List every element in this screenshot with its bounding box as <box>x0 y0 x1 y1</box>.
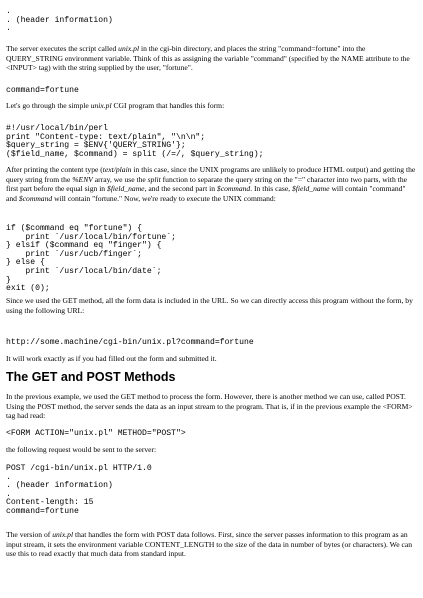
emphasis-filename: unix.pl <box>118 44 140 53</box>
url-code: http://some.machine/cgi-bin/unix.pl?command=fortune <box>6 338 254 347</box>
text: Let's go through the simple <box>6 101 91 110</box>
paragraph-post-method: In the previous example, we used the GET method to process the form. However, there is another method we can use, called POST. Using the POST method, the server sends the data as an input stream to the program. That is, if in the previous example the <FORM> tag had read: <box>6 392 413 421</box>
emphasis-term: %ENV <box>72 174 93 184</box>
text: , and the second part in <box>144 184 217 194</box>
section-heading: The GET and POST Methods <box>6 370 176 384</box>
text: in the cgi-bin directory, and places the string "command=fortune" into the QUERY_STRING environment variable. Think of this as assigning the variable "command" (specified by the NAME attribute to the <INPUT> tag) with the string supplied by the user, "fortune". <box>6 44 410 73</box>
paragraph-post-version <box>6 530 416 559</box>
emphasis-term: $command <box>18 193 53 203</box>
paragraph-get-method: Since we used the GET method, all the form data is included in the URL. So we can directly access this program without the form, by using the following URL: <box>6 296 413 315</box>
text: array, we use the <box>92 174 148 184</box>
text: will contain "command" and <box>6 184 406 203</box>
text: function to separate the query string on the "=" character into two parts, with the first part before the equal sign in <box>6 174 407 194</box>
text: The version of <box>6 530 53 539</box>
emphasis-term: split <box>147 174 161 184</box>
paragraph-cgi-intro <box>6 101 416 111</box>
post-request-code: POST /cgi-bin/unix.pl HTTP/1.0 . . (header information) . Content-length: 15 command=fortune <box>6 464 152 516</box>
emphasis-filename: unix.pl <box>52 530 74 539</box>
paragraph-script-execution <box>6 44 416 73</box>
emphasis-term: $field_name <box>292 184 330 194</box>
paragraph-split-explanation <box>6 165 416 203</box>
paragraph-works-exactly: It will work exactly as if you had filled out the form and submitted it. <box>6 354 217 363</box>
header-info-code: . . (header information) . <box>6 7 113 34</box>
emphasis-term: $field_name <box>107 184 145 194</box>
text: After printing the content type ( <box>6 165 103 174</box>
emphasis-filename: unix.pl <box>90 101 112 110</box>
form-tag-code: <FORM ACTION="unix.pl" METHOD="POST"> <box>6 429 186 438</box>
emphasis-term: $command <box>216 184 251 194</box>
emphasis-term: text/plain <box>102 165 132 174</box>
paragraph-request-sent: the following request would be sent to the server: <box>6 445 157 454</box>
text: CGI program that handles this form: <box>111 101 225 110</box>
text: in this case, since the UNIX programs are unlikely to produce HTML output) and getting the query string from the <box>6 165 416 184</box>
text: The server executes the script called <box>6 44 119 53</box>
text: will contain "fortune." Now, we're ready to execute the UNIX command: <box>52 193 276 203</box>
text: that handles the form with POST data follows. First, since the server passes information to this program as an input stream, it sets the environment variable CONTENT_LENGTH to the size of the data in number of bytes (or characters). We can use this to read exactly that much data from standard input. <box>6 530 413 559</box>
perl-header-code: #!/usr/local/bin/perl print "Content-type: text/plain", "\n\n"; $query_string = $ENV{'QUERY_STRING'}; ($field_name, $command) = split (/=/, $query_string); <box>6 124 264 159</box>
perl-conditional-code: if ($command eq "fortune") { print `/usr/local/bin/fortune`; } elsif ($command eq "finger") { print `/usr/ucb/finger`; } else { print `/usr/local/bin/date`; } exit (0); <box>6 224 176 294</box>
text: . In this case, <box>250 184 292 194</box>
command-code: command=fortune <box>6 86 79 95</box>
